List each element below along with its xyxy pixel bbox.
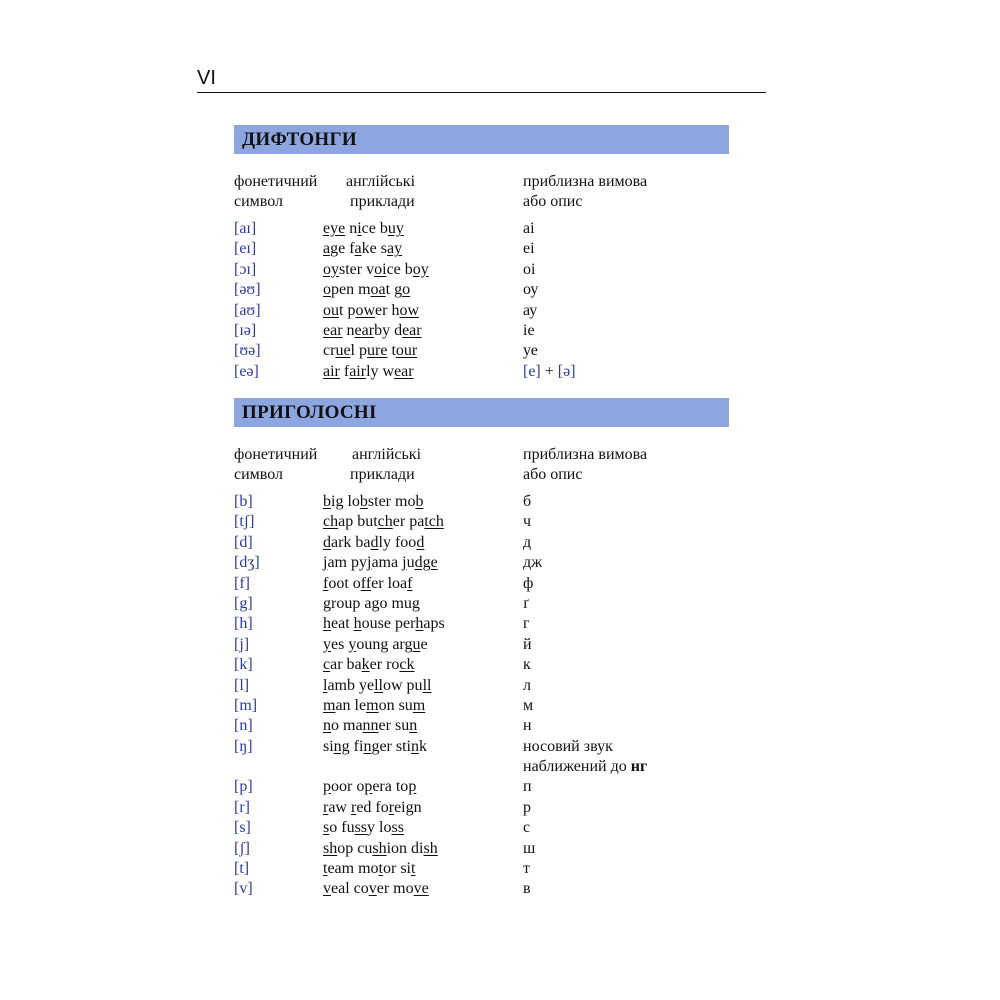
col-header-description-1: приблизна вимова [523,173,648,190]
section-title: ПРИГОЛОСНІ [242,402,377,423]
examples: poor opera top [323,778,417,796]
col-header-symbol-2: символ [234,193,284,210]
pronunciation: т [523,860,530,878]
table-row [234,614,729,634]
phonetic-symbol: [p] [234,778,253,796]
table-row [234,859,729,879]
examples: lamb yellow pull [323,676,432,694]
plus-sign: + [544,362,554,380]
phonetic-symbol: [f] [234,574,250,592]
examples: jam pyjama judge [323,554,438,572]
phonetic-symbol: [eɪ] [234,240,257,258]
phonetic-symbol: [aɪ] [234,220,257,237]
table-row [234,737,729,757]
examples: shop cushion dish [323,839,438,857]
section-header-diphthongs [234,125,729,154]
table-row [234,777,729,797]
examples: team motor sit [323,860,416,878]
examples: man lemon sum [323,696,426,714]
table-row [234,553,729,573]
description-text: наближений до [523,758,627,776]
col-header-symbol-1: фонетичний [234,173,318,190]
pronunciation: с [523,819,531,837]
examples: chap butcher patch [323,513,444,531]
examples: oyster voice boy [323,260,429,278]
col-header-examples-2: приклади [350,466,415,483]
pronunciation: ч [523,513,532,531]
phonetic-symbol: [ʊə] [234,342,261,360]
phonetic-symbol: [k] [234,656,253,674]
table-row [234,512,729,532]
col-header-examples-1: англійські [352,446,422,463]
pronunciation [523,362,576,382]
table-row [234,879,729,899]
table-row [234,219,729,239]
col-header-description-2: або опис [523,193,583,210]
pronunciation: н [523,717,532,735]
table-row [234,341,729,361]
examples: cruel pure tour [323,342,418,360]
pronunciation: к [523,656,531,674]
symbol-schwa: [ə] [557,362,576,380]
pronunciation: іе [523,321,535,339]
phonetic-symbol: [ɪə] [234,321,257,339]
pronunciation: аі [523,220,535,237]
col-header-description-2: або опис [523,466,583,483]
phonetic-symbol: [aʊ] [234,301,261,319]
table-row-continuation [234,757,729,777]
page-number: VI [197,67,216,89]
phonetic-symbol: [əʊ] [234,281,261,299]
examples: sing finger stink [323,737,427,755]
pronunciation: уе [523,342,538,360]
phonetic-symbol: [ʃ] [234,839,250,857]
diphthongs-table [234,219,729,382]
table-row [234,676,729,696]
pronunciation: л [523,676,531,694]
examples: dark badly food [323,533,425,551]
table-row [234,280,729,300]
pronunciation: носовий звук [523,737,613,755]
pronunciation: м [523,696,534,714]
phonetic-symbol: [ŋ] [234,737,253,755]
pronunciation: ау [523,301,538,319]
col-header-symbol-1: фонетичний [234,446,318,463]
examples: yes young argue [323,635,428,653]
examples: so fussy loss [323,819,404,837]
pronunciation: ф [523,574,534,592]
table-row [234,239,729,259]
phonetic-symbol: [t] [234,860,250,878]
pronunciation: п [523,778,532,796]
pronunciation-continued [523,757,647,777]
phonetic-symbol: [eə] [234,362,259,380]
pronunciation: р [523,798,531,816]
pronunciation: ґ [523,594,529,612]
examples: big lobster mob [323,493,424,510]
phonetic-symbol: [g] [234,594,253,612]
table-row [234,321,729,341]
table-row [234,533,729,553]
table-row [234,716,729,736]
phonetic-symbol: [dʒ] [234,554,260,572]
col-header-examples-2: приклади [350,193,415,210]
table-row [234,574,729,594]
section-title: ДИФТОНГИ [242,129,357,150]
table-row [234,260,729,280]
examples: age fake say [323,240,403,258]
col-header-examples-1: англійські [346,173,416,190]
pronunciation: в [523,880,531,898]
table-row [234,594,729,614]
examples: foot offer loaf [323,574,413,592]
pronunciation: еі [523,240,535,258]
table-row [234,362,729,382]
phonetic-symbol: [m] [234,696,258,714]
table-row [234,301,729,321]
pronunciation: оі [523,260,536,278]
examples: raw red foreign [323,798,422,816]
pronunciation: дж [523,554,543,572]
phonetic-symbol: [l] [234,676,250,694]
phonetic-symbol: [h] [234,615,253,633]
phonetic-symbol: [tʃ] [234,513,255,531]
pronunciation: ш [523,839,536,857]
phonetic-symbol: [b] [234,493,253,510]
table-row [234,818,729,838]
header-rule [197,92,766,93]
phonetic-symbol: [r] [234,798,250,816]
examples: heat house perhaps [323,615,445,633]
description-bold: нг [630,758,648,776]
phonetic-symbol: [j] [234,635,250,653]
phonetic-symbol: [n] [234,717,253,735]
pronunciation: й [523,635,532,653]
examples: air fairly wear [323,362,414,380]
section-header-consonants [234,398,729,427]
phonetic-symbol: [ɔɪ] [234,260,257,278]
table-row [234,798,729,818]
phonetic-symbol: [v] [234,880,253,898]
symbol-e: [e] [523,362,541,380]
col-header-symbol-2: символ [234,466,284,483]
examples: eye nice buy [323,220,404,237]
table-row [234,635,729,655]
table-row [234,839,729,859]
examples: car baker rock [323,656,415,674]
examples: ear nearby dear [323,321,422,339]
col-header-description-1: приблизна вимова [523,446,648,463]
phonetic-symbol: [s] [234,819,251,837]
examples: open moat go [323,281,411,299]
examples: no manner sun [323,717,418,735]
pronunciation: б [523,493,532,510]
pronunciation: оу [523,281,539,299]
examples: group ago mug [323,594,420,612]
consonants-table [234,492,729,900]
pronunciation: д [523,533,532,551]
examples: veal cover move [323,880,429,898]
table-row [234,492,729,512]
pronunciation: г [523,615,530,633]
examples: out power how [323,301,420,319]
table-row [234,696,729,716]
table-row [234,655,729,675]
phonetic-symbol: [d] [234,533,253,551]
